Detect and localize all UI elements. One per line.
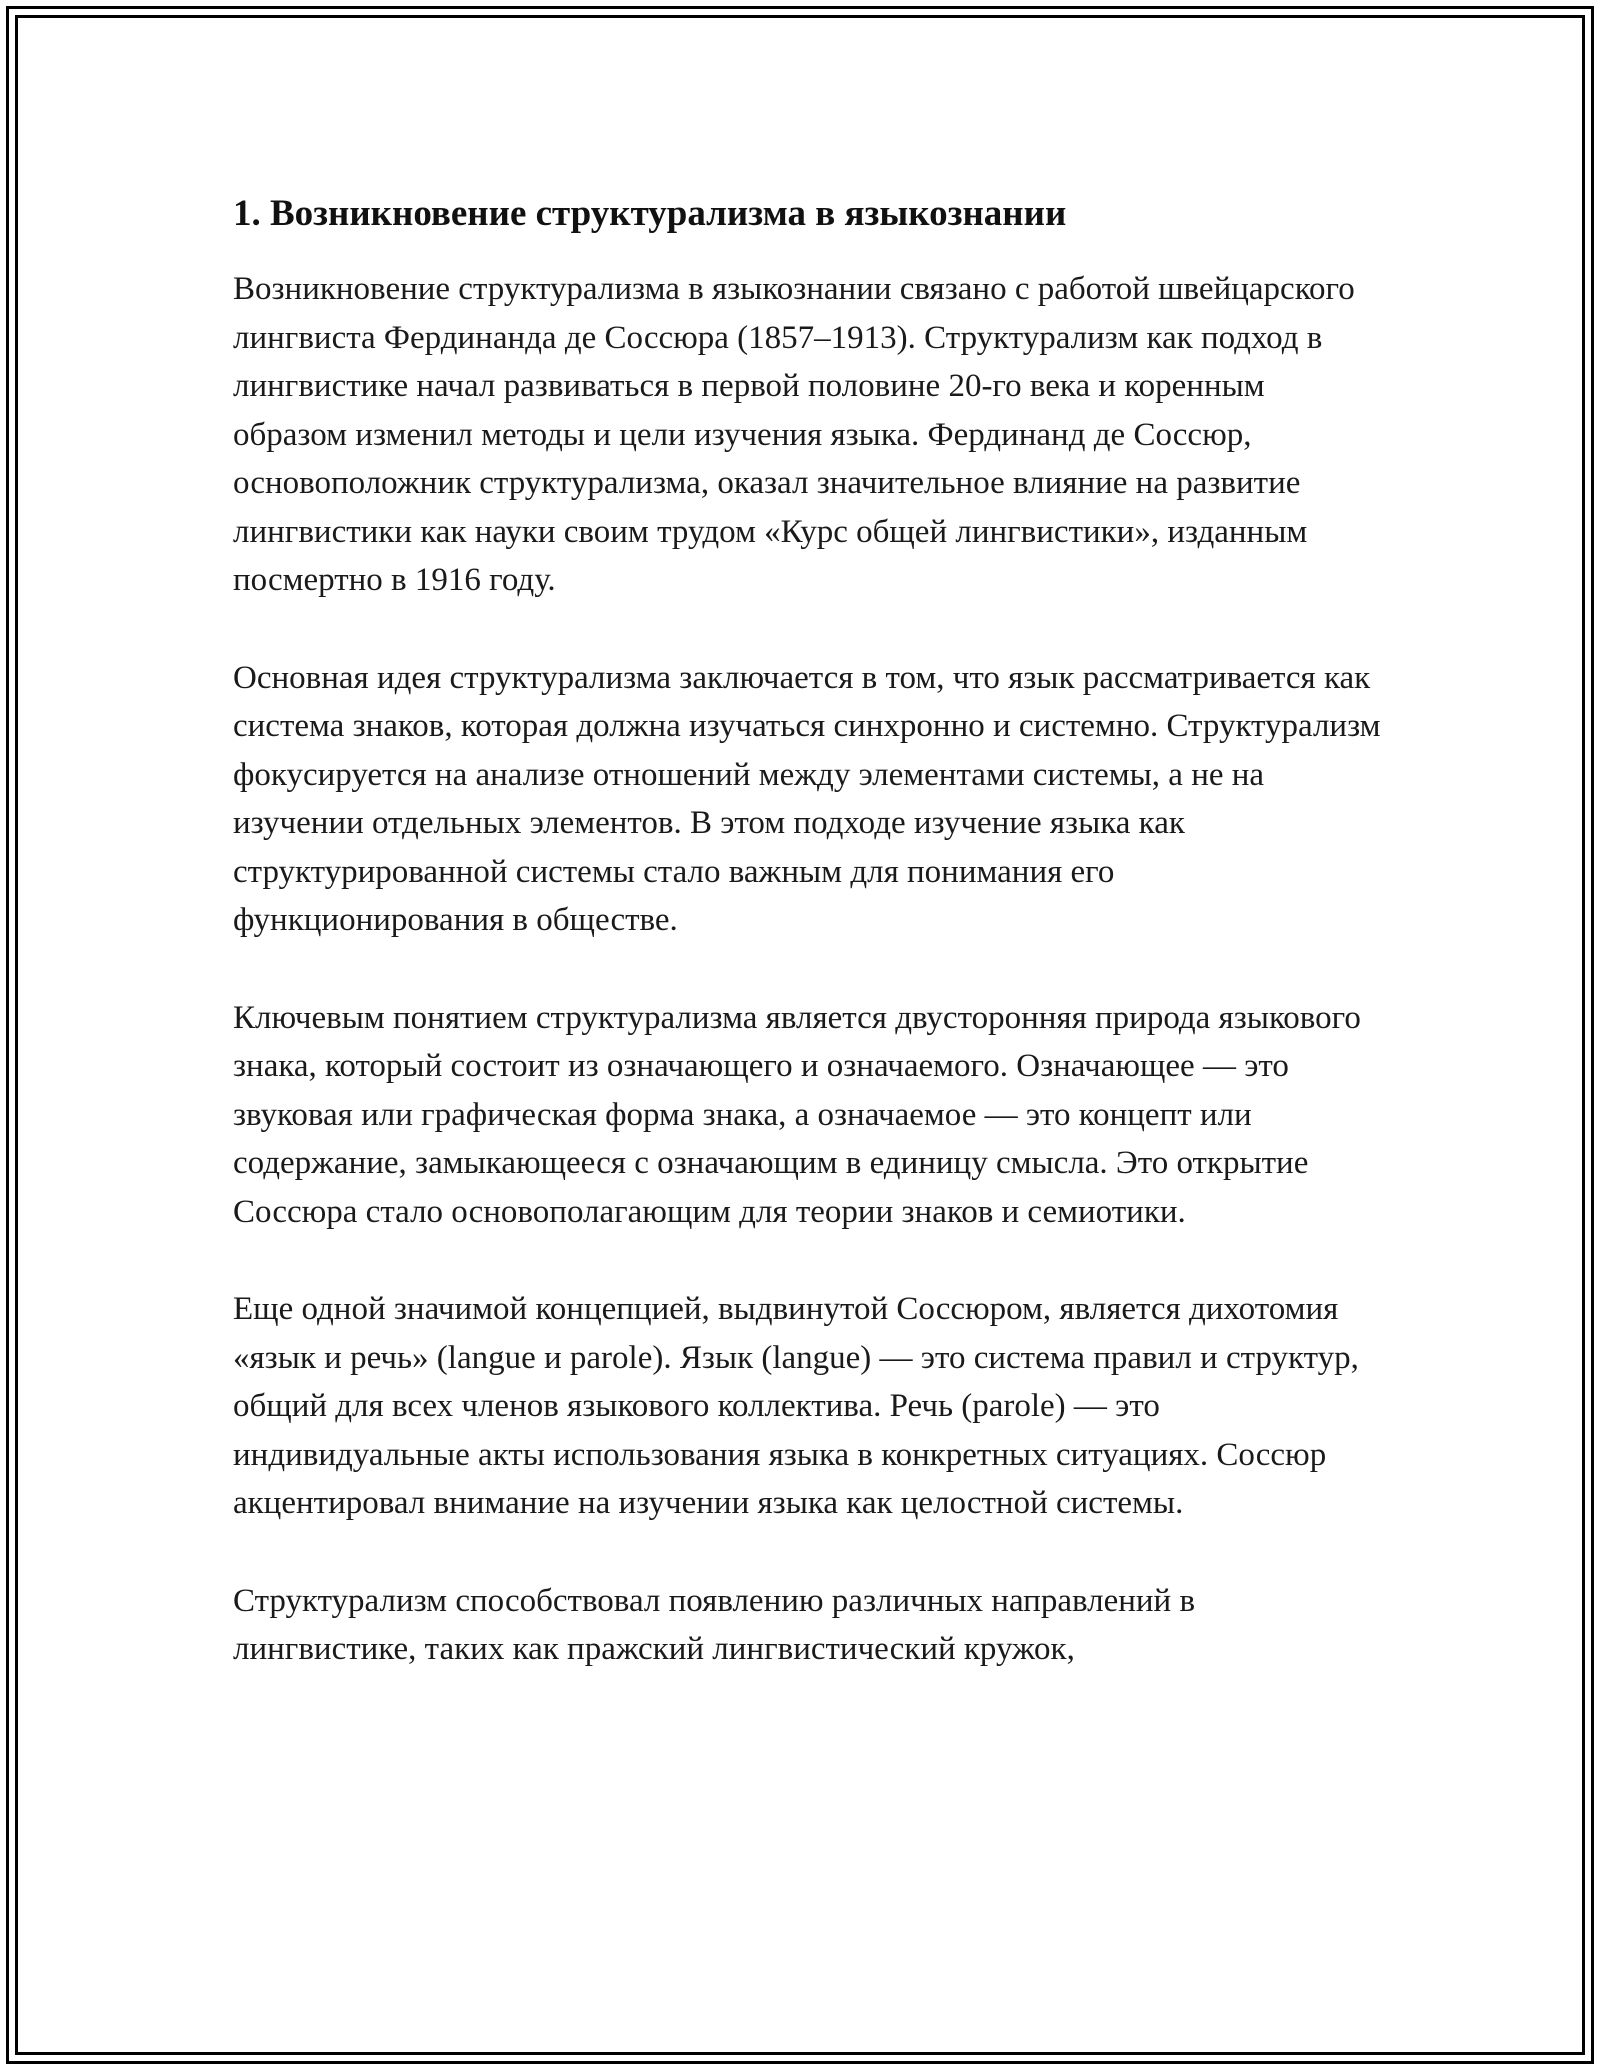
paragraph-3: Ключевым понятием структурализма является двусторонняя природа языкового знака, который состоит из означающего и означаемого. Означающее — это звуковая или графическая форма знака, а означаемое — это концепт или содержание, замыкающееся с означающим в единицу смысла. Это открытие Соссюра стало основополагающим для теории знаков и семиотики. [233,999,1361,1230]
paragraph-2: Основная идея структурализма заключается в том, что язык рассматривается как система знаков, которая должна изучаться синхронно и системно. Структурализм фокусируется на анализе отношений между элементами системы, а не на изучении отдельных элементов. В этом подходе изучение языка как структурированной системы стало важным для понимания его функционирования в обществе. [233,659,1381,938]
document-body [233,188,1383,1723]
paragraph-5: Структурализм способствовал появлению различных направлений в лингвистике, таких как пражский лингвистический кружок, [233,1582,1196,1667]
section-heading: 1. Возникновение структурализма в языкознании [233,193,1067,234]
paragraph-4: Еще одной значимой концепцией, выдвинутой Соссюром, является дихотомия «язык и речь» (langue и parole). Язык (langue) — это система правил и структур, общий для всех членов языкового коллектива. Речь (parole) — это индивидуальные акты использования языка в конкретных ситуациях. Соссюр акцентировал внимание на изучении языка как целостной системы. [233,1291,1359,1521]
paragraph-1: Возникновение структурализма в языкознании связано с работой швейцарского лингвиста Фердинанда де Соссюра (1857–1913). Структурализм как подход в лингвистике начал развиваться в первой половине 20-го века и коренным образом изменил методы и цели изучения языка. Фердинанд де Соссюр, основоположник структурализма, оказал значительное влияние на развитие лингвистики как науки своим трудом «Курс общей лингвистики», изданным посмертно в 1916 году. [233,271,1355,598]
